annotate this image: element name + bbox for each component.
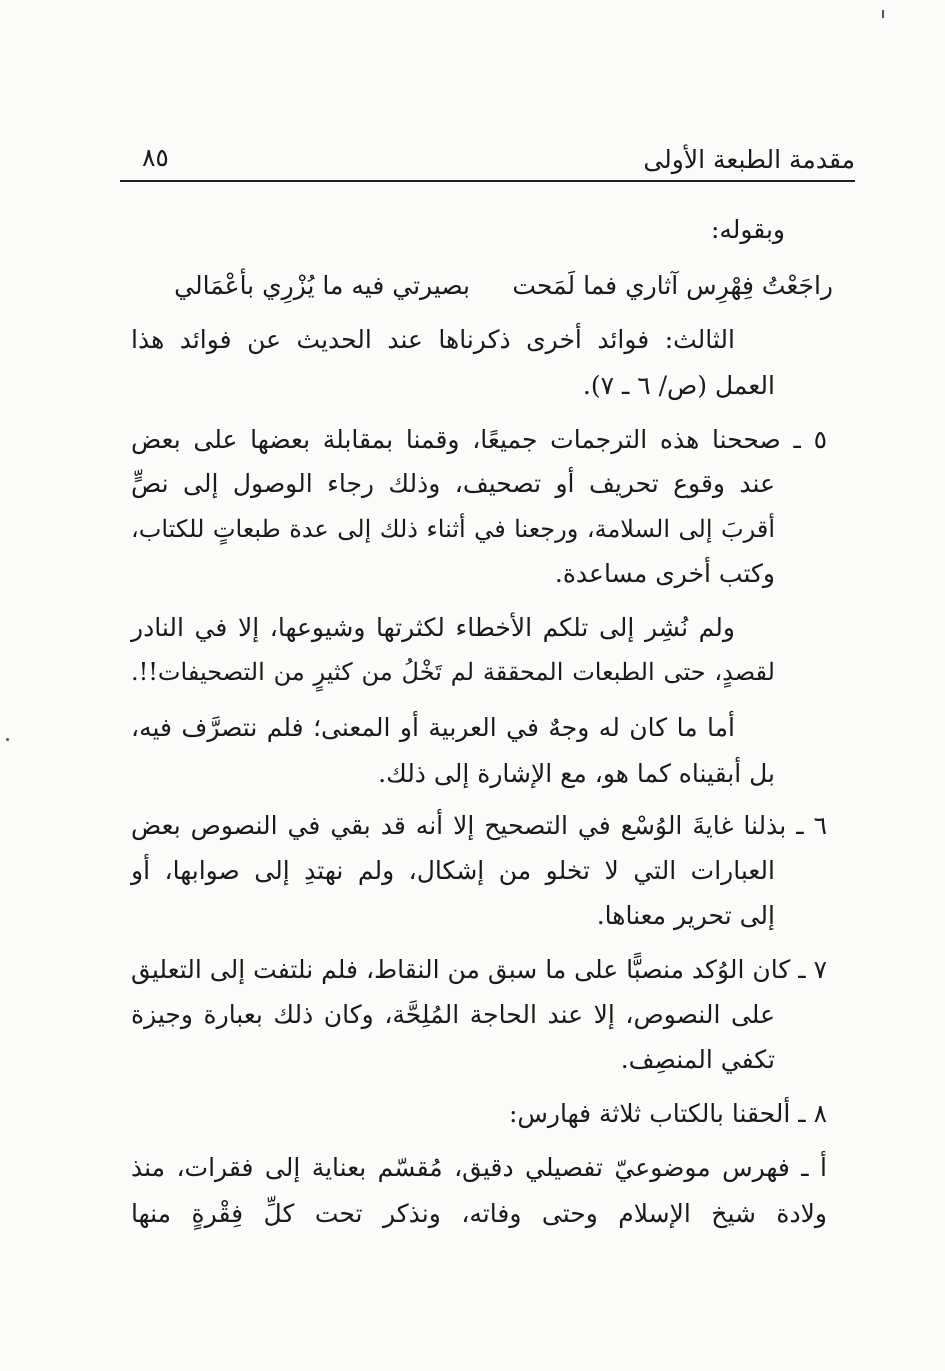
text-line: ولم نُشِر إلى تلكم الأخطاء لكثرتها وشيوعها، إلا في النادر: [131, 613, 735, 642]
text-line: بل أبقيناه كما هو، مع الإشارة إلى ذلك.: [378, 759, 775, 788]
text-line: إلى تحرير معناها.: [596, 901, 775, 930]
text-line: لقصدٍ، حتى الطبعات المحققة لم تَخْلُ من كثيرٍ من التصحيفات!!.: [131, 658, 775, 686]
text-line: عند وقوع تحريف أو تصحيف، وذلك رجاء الوصول إلى نصٍّ: [131, 469, 775, 498]
list-item-7-line: ٧ ـ كان الوُكد منصبًّا على ما سبق من النقاط، فلم نلتفت إلى التعليق: [131, 955, 827, 984]
text-line: العبارات التي لا تخلو من إشكال، ولم نهتدِ إلى صوابها، أو: [131, 856, 775, 885]
text-line: تكفي المنصِف.: [620, 1045, 775, 1074]
text-line: الثالث: فوائد أخرى ذكرناها عند الحديث عن فوائد هذا: [131, 325, 735, 354]
verse-second-hemistich: بصيرتي فيه ما يُزْرِي بأعْمَالي: [174, 271, 470, 300]
text-line: وكتب أخرى مساعدة.: [554, 559, 775, 588]
text-line: أما ما كان له وجهٌ في العربية أو المعنى؛ فلم نتصرَّف فيه،: [131, 713, 735, 742]
text-line: العمل (ص/ ٦ ـ ٧).: [582, 371, 775, 400]
sub-item-a-line: أ ـ فهرس موضوعيّ تفصيلي دقيق، مُقسّم بعناية إلى فقرات، منذ: [131, 1153, 827, 1182]
intro-line: وبقوله:: [710, 215, 785, 244]
page-number: ٨٥: [142, 143, 169, 172]
list-item-5-line: ٥ ـ صححنا هذه الترجمات جميعًا، وقمنا بمقابلة بعضها على بعض: [131, 425, 827, 454]
text-line: ولادة شيخ الإسلام وحتى وفاته، ونذكر تحت كلِّ فِقْرةٍ منها: [131, 1199, 827, 1228]
list-item-6-line: ٦ ـ بذلنا غايةَ الوُسْع في التصحيح إلا أنه قد بقي في النصوص بعض: [131, 811, 827, 840]
verse-first-hemistich: راجَعْتُ فِهْرِس آثاري فما لَمَحت: [512, 271, 833, 300]
text-line: أقربَ إلى السلامة، ورجعنا في أثناء ذلك إلى عدة طبعاتٍ للكتاب،: [131, 515, 775, 543]
page-header: [120, 138, 855, 182]
text-line: على النصوص، إلا عند الحاجة المُلِحَّة، وكان ذلك بعبارة وجيزة: [131, 1000, 775, 1029]
running-title: مقدمة الطبعة الأولى: [643, 145, 855, 174]
list-item-8-line: ٨ ـ ألحقنا بالكتاب ثلاثة فهارس:: [508, 1099, 827, 1128]
